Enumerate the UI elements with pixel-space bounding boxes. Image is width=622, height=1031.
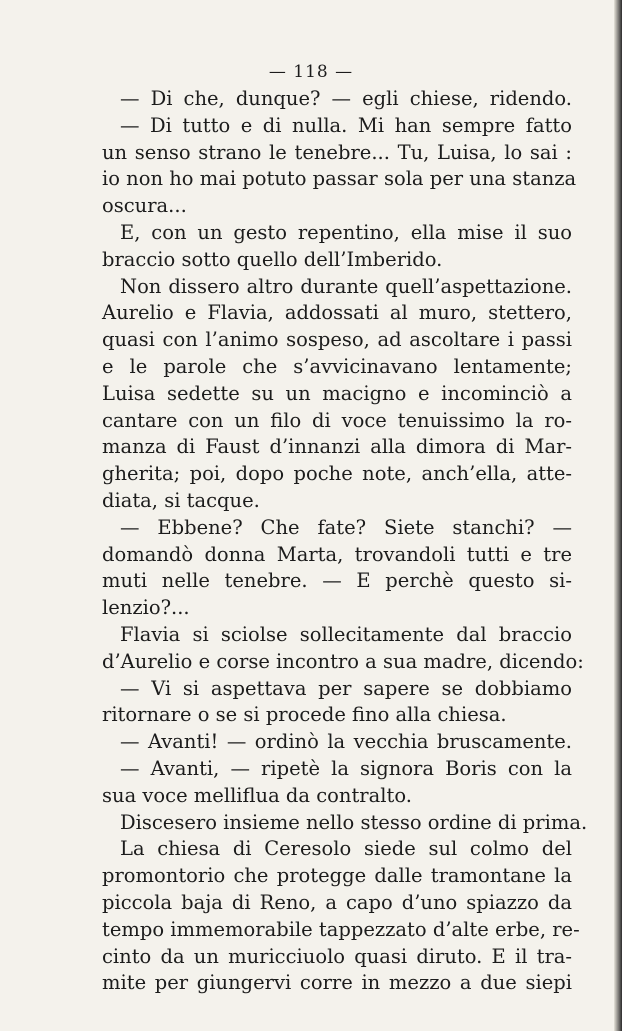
text-line: cinto da un muricciuolo quasi diruto. E il tra- — [102, 944, 572, 968]
text-line: e le parole che s’avvicinavano lentamente; — [102, 354, 572, 378]
text-line: — Vi si aspettava per sapere se dobbiamo — [120, 676, 572, 700]
text-line: lenzio?... — [102, 596, 190, 620]
text-line: — Di tutto e di nulla. Mi han sempre fatto — [120, 113, 572, 137]
page-number: — 118 — — [268, 62, 354, 82]
text-line: La chiesa di Ceresolo siede sul colmo del — [120, 837, 572, 861]
text-line: E, con un gesto repentino, ella mise il suo — [120, 220, 572, 244]
text-line: tempo immemorabile tappezzato d’alte erbe, re- — [102, 917, 580, 941]
page-edge-shadow — [614, 0, 622, 1031]
text-line: domandò donna Marta, trovandoli tutti e tre — [102, 542, 572, 566]
text-line: ritornare o se si procede fino alla chiesa. — [102, 703, 507, 727]
text-line: Flavia si sciolse sollecitamente dal braccio — [120, 622, 572, 646]
text-line: diata, si tacque. — [102, 488, 260, 512]
text-line: Discesero insieme nello stesso ordine di prima. — [120, 810, 588, 834]
text-line: cantare con un filo di voce tenuissimo la ro- — [102, 408, 572, 432]
text-line: piccola baja di Reno, a capo d’uno spiazzo da — [102, 890, 572, 914]
body-text — [102, 86, 588, 997]
text-line: — Avanti, — ripetè la signora Boris con la — [120, 756, 572, 780]
text-line: io non ho mai potuto passar sola per una stanza — [102, 167, 577, 191]
text-line: gherita; poi, dopo poche note, anch’ella, atte- — [102, 462, 572, 486]
text-line: Non dissero altro durante quell’aspettazione. — [120, 274, 572, 298]
text-line: un senso strano le tenebre... Tu, Luisa, lo sai : — [102, 140, 572, 164]
text-line: Luisa sedette su un macigno e incominciò a — [102, 381, 572, 405]
text-line: braccio sotto quello dell’Imberido. — [102, 247, 443, 271]
text-line: oscura... — [102, 194, 187, 218]
text-line: Aurelio e Flavia, addossati al muro, stettero, — [102, 301, 572, 325]
text-line: mite per giungervi corre in mezzo a due siepi — [102, 971, 572, 995]
text-line: — Di che, dunque? — egli chiese, ridendo. — [120, 87, 572, 110]
text-line: quasi con l’animo sospeso, ad ascoltare i passi — [102, 328, 572, 352]
text-line: — Ebbene? Che fate? Siete stanchi? — — [120, 515, 572, 539]
text-line: sua voce melliflua da contralto. — [102, 783, 412, 807]
text-line: d’Aurelio e corse incontro a sua madre, dicendo: — [102, 649, 584, 673]
text-line: — Avanti! — ordinò la vecchia bruscamente. — [120, 730, 572, 754]
text-line: promontorio che protegge dalle tramontane la — [102, 864, 572, 888]
text-line: muti nelle tenebre. — E perchè questo si- — [102, 569, 572, 593]
text-line: manza di Faust d’innanzi alla dimora di Mar- — [102, 435, 572, 459]
